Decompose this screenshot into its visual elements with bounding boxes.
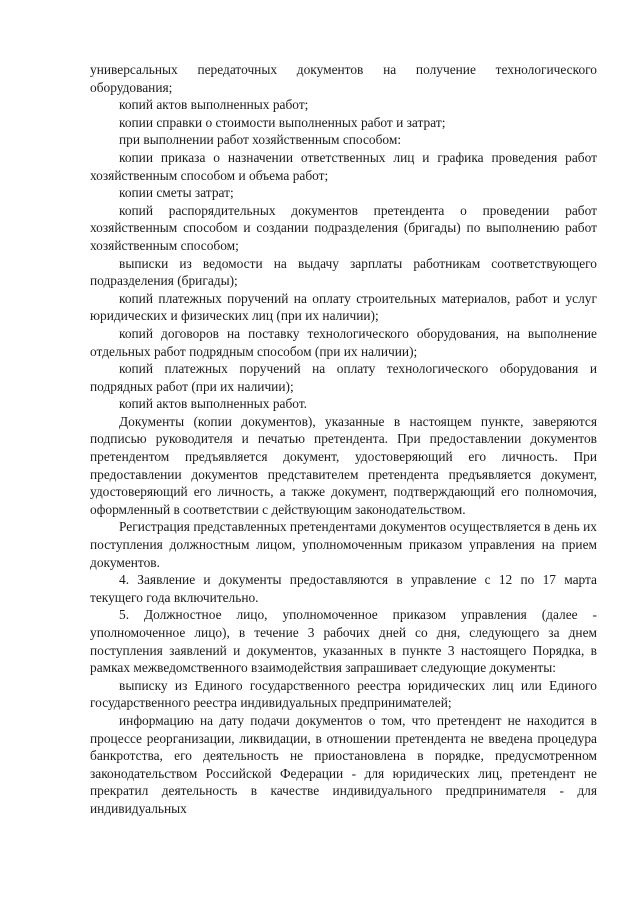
paragraph: копий распорядительных документов претендента о проведении работ хозяйственным способом и создании подразделения (бригады) по выполнению работ хозяйственным способом; [90, 202, 597, 253]
paragraph: копии справки о стоимости выполненных работ и затрат; [119, 114, 446, 130]
paragraph: выписки из ведомости на выдачу зарплаты работникам соответствующего подразделения (бригады); [90, 255, 597, 289]
paragraph: информацию на дату подачи документов о том, что претендент не находится в процессе реорганизации, ликвидации, в отношении претендента не введена процедура банкротства, его деятельность не приостановлена в порядке, предусмотренном законодательством Российской Федерации - для юридических лиц, претендент не прекратил деятельность в качестве индивидуального предпринимателя - для индивидуальных [90, 712, 597, 816]
paragraph: Регистрация представленных претендентами документов осуществляется в день их поступления должностным лицом, уполномоченным приказом управления на прием документов. [90, 519, 597, 570]
paragraph: выписку из Единого государственного реестра юридических лиц или Единого государственного реестра индивидуальных предпринимателей; [90, 677, 597, 711]
paragraph: при выполнении работ хозяйственным способом: [119, 132, 402, 148]
paragraph: 4. Заявление и документы предоставляются в управление с 12 по 17 марта текущего года включительно. [90, 572, 597, 605]
paragraph: копий платежных поручений на оплату технологического оборудования и подрядных работ (при их наличии); [90, 361, 597, 394]
paragraph: копий актов выполненных работ; [119, 97, 309, 113]
paragraph: копии приказа о назначении ответственных лиц и графика проведения работ хозяйственным способом и объема работ; [90, 149, 597, 183]
paragraph: 5. Должностное лицо, уполномоченное приказом управления (далее - уполномоченное лицо), в течение 3 рабочих дней со дня, следующего за днем поступления заявлений и документов, указанных в пункте 3 настоящего Порядка, в рамках межведомственного взаимодействия запрашивает следующие документы: [90, 607, 597, 676]
paragraph: копий платежных поручений на оплату строительных материалов, работ и услуг юридических и физических лиц (при их наличии); [90, 290, 597, 324]
document-body [90, 61, 597, 818]
paragraph: универсальных передаточных документов на получение технологического оборудования; [90, 62, 597, 95]
paragraph: копии сметы затрат; [119, 185, 234, 201]
paragraph: Документы (копии документов), указанные в настоящем пункте, заверяются подписью руководителя и печатью претендента. При предоставлении документов претендентом предъявляется документ, удостоверяющий его личность. При предоставлении документов представителем претендента предъявляется документ, удостоверяющий его личность, а также документ, подтверждающий его полномочия, оформленный в соответствии с действующим законодательством. [90, 413, 597, 517]
paragraph: копий договоров на поставку технологического оборудования, на выполнение отдельных работ подрядным способом (при их наличии); [90, 325, 597, 359]
paragraph: копий актов выполненных работ. [119, 396, 308, 412]
